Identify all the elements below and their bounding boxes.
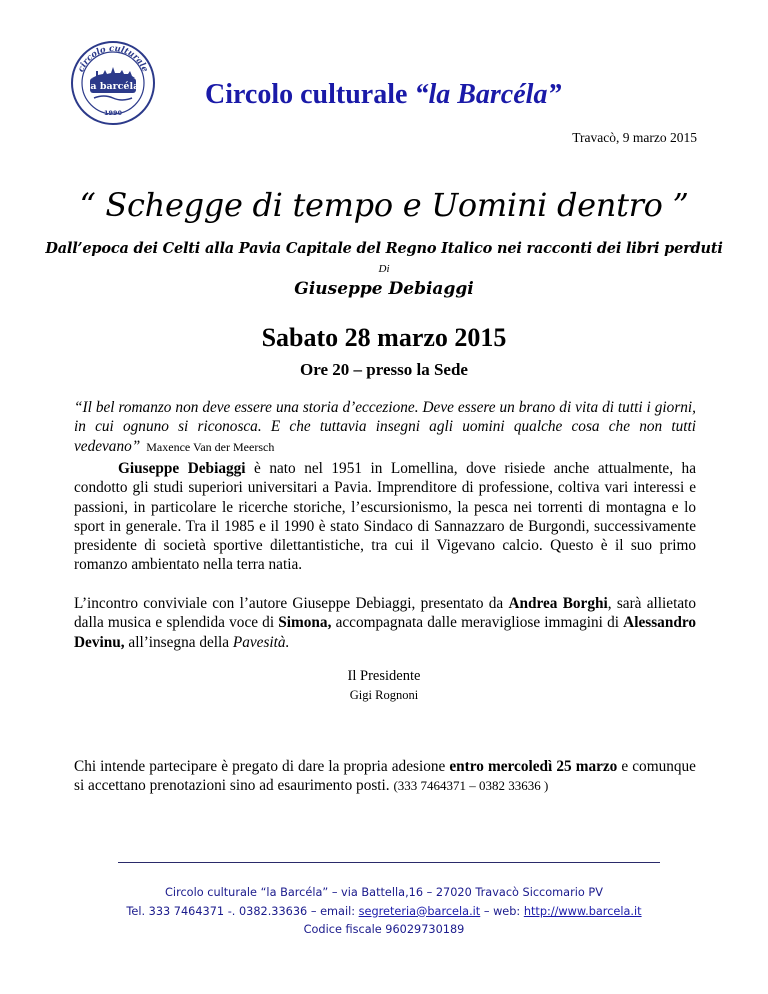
footer-divider <box>118 862 660 863</box>
header-title-prefix: Circolo culturale <box>205 79 415 110</box>
event-theme: Pavesità. <box>232 633 290 651</box>
event-description <box>74 594 696 652</box>
book-subtitle: Dall’epoca dei Celti alla Pavia Capitale del Regno Italico nei racconti dei libri perduti <box>45 240 723 257</box>
event-date: Sabato 28 marzo 2015 <box>261 323 507 352</box>
logo-name: la barcéla <box>86 81 140 92</box>
club-logo <box>70 40 156 126</box>
header-title <box>205 79 561 111</box>
presenter-name: Andrea Borghi <box>508 595 608 612</box>
footer-tel: Tel. 333 7464371 -. 0382.33636 – email: <box>126 904 359 918</box>
footer-email-link[interactable]: segreteria@barcela.it <box>358 904 481 918</box>
bio-name: Giuseppe Debiaggi <box>118 460 246 477</box>
header-title-name: “la Barcéla” <box>414 79 562 110</box>
quote-author: Maxence Van der Meersch <box>146 439 275 454</box>
event-desc-text: L’incontro conviviale con l’autore Giuseppe Debiaggi, presentato da <box>74 595 509 612</box>
quote-paragraph <box>74 398 696 457</box>
footer-contacts <box>0 903 768 922</box>
logo-year: 1990 <box>103 109 123 117</box>
event-desc-text: , sarà allietato dalla musica e splendida voce di <box>74 595 697 632</box>
singer-name: Simona, <box>278 614 332 632</box>
logo-ring-text: circolo culturale <box>76 43 150 74</box>
footer-web-label: – web: <box>480 904 524 918</box>
artist-name: Alessandro Devinu, <box>74 614 696 651</box>
rsvp-paragraph <box>74 757 696 796</box>
quote-text: “Il bel romanzo non deve essere una storia d’eccezione. Deve essere un brano di vita di tutti i giorni, in cui ognuno si riconosca. E che tuttavia insegni agli uomini qualche cosa che non tutti vedevano” <box>74 399 696 455</box>
book-author: Giuseppe Debiaggi <box>294 279 474 299</box>
book-title: “ Schegge di tempo e Uomini dentro ” <box>79 186 689 224</box>
signature <box>0 668 768 703</box>
place-date: Travacò, 9 marzo 2015 <box>572 130 697 145</box>
rsvp-text: e comunque si accettano prenotazioni sino ad esaurimento posti. <box>74 758 696 795</box>
by-label: Di <box>378 263 390 275</box>
footer-fiscal-code: Codice fiscale 96029730189 <box>303 923 465 937</box>
event-time-place: Ore 20 – presso la Sede <box>300 360 468 379</box>
rsvp-text: Chi intende partecipare è pregato di dare la propria adesione <box>74 758 450 775</box>
rsvp-deadline: entro mercoledì 25 marzo <box>449 758 618 775</box>
author-bio <box>74 459 696 575</box>
signature-role: Il Presidente <box>347 668 421 684</box>
bio-text: è nato nel 1951 in Lomellina, dove risiede anche attualmente, ha condotto gli studi superiori universitari a Pavia. Imprenditore di professione, coltiva vari interessi e passioni, in particolare le ricerche storiche, l’escursionismo, la pesca nei torrenti di montagna e lo sport in generale. Tra il 1985 e il 1990 è stato Sindaco di Sannazzaro de Burgondi, successivamente presidente di società sportive dilettantistiche, tra cui il Vigevano calcio. Questo è il suo primo romanzo ambientato nella terra natia. <box>74 460 696 574</box>
rsvp-phones: (333 7464371 – 0382 33636 ) <box>393 778 549 794</box>
event-desc-text: accompagnata dalle meravigliose immagini di <box>331 614 624 632</box>
footer-web-link[interactable]: http://www.barcela.it <box>523 904 642 918</box>
footer-address: Circolo culturale “la Barcéla” – via Battella,16 – 27020 Travacò Siccomario PV <box>165 886 603 899</box>
footer <box>0 884 768 940</box>
event-desc-text: all’insegna della <box>124 633 233 651</box>
signature-name: Gigi Rognoni <box>349 688 419 702</box>
